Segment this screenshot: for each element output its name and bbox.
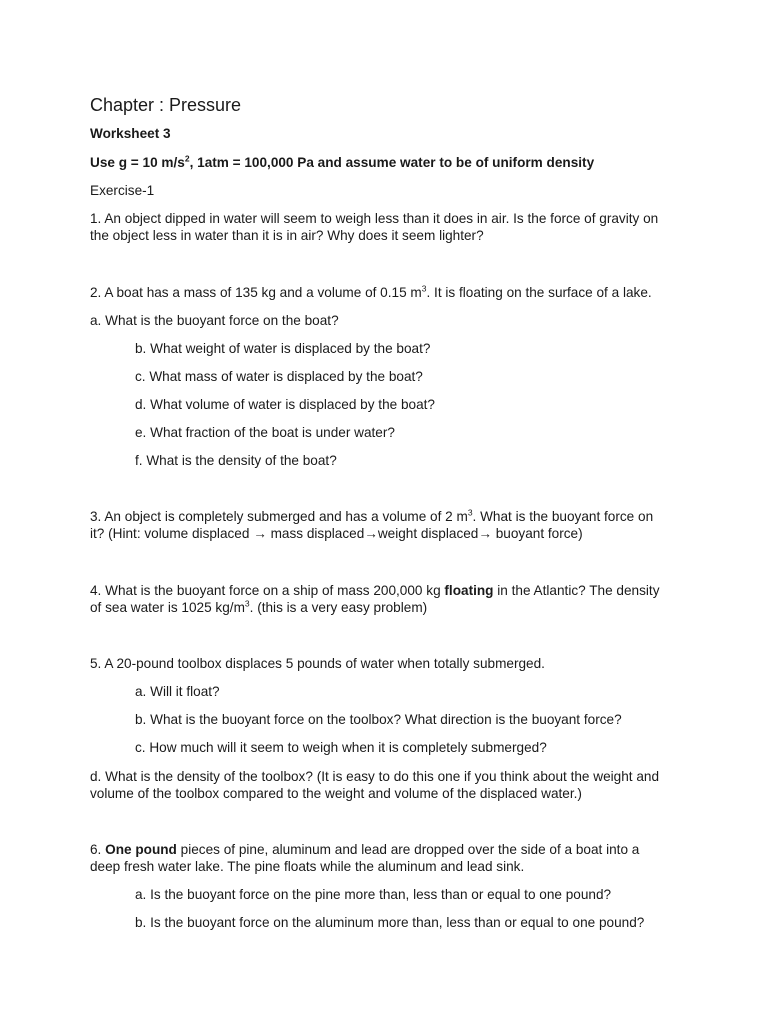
q5-text: 5. A 20-pound toolbox displaces 5 pounds of water when totally submerged.: [90, 656, 545, 671]
q6-line1-pre: 6.: [90, 842, 106, 857]
q2-c: c. What mass of water is displaced by the boat?: [135, 369, 423, 384]
worksheet-heading: Worksheet 3: [90, 126, 171, 141]
q5-d-line1: d. What is the density of the toolbox? (It is easy to do this one if you think about the weight and: [90, 769, 660, 784]
q2-text-main: 2. A boat has a mass of 135 kg and a volume of 0.15 m: [90, 285, 422, 300]
q3-sup: 3: [467, 507, 473, 518]
q4-line2: [90, 599, 427, 617]
q4-line1: [90, 582, 660, 600]
q4-line1-pre: 4. What is the buoyant force on a ship of mass 200,000 kg: [90, 583, 445, 598]
q2-f: f. What is the density of the boat?: [135, 453, 337, 468]
q2-a: a. What is the buoyant force on the boat?: [90, 313, 339, 328]
constants-part1: Use g = 10 m/s: [90, 155, 185, 170]
q5-d-line2: volume of the toolbox compared to the weight and volume of the displaced water.): [90, 786, 582, 801]
q4-line2-after: . (this is a very easy problem): [249, 600, 428, 615]
q5-b: b. What is the buoyant force on the toolbox? What direction is the buoyant force?: [135, 712, 622, 727]
q3-line1-main: 3. An object is completely submerged and has a volume of 2 m: [90, 509, 468, 524]
constants-part2: , 1atm = 100,000 Pa and assume water to be of uniform density: [189, 155, 595, 170]
q6-a: a. Is the buoyant force on the pine more than, less than or equal to one pound?: [135, 887, 612, 902]
q6-line1-post: pieces of pine, aluminum and lead are dropped over the side of a boat into a: [176, 842, 640, 857]
constants-sup: 2: [184, 153, 190, 164]
q2-text-after: . It is floating on the surface of a lake.: [426, 285, 652, 300]
q1-line1: 1. An object dipped in water will seem to weigh less than it does in air. Is the force of gravity on: [90, 211, 659, 226]
q5-c: c. How much will it seem to weigh when it is completely submerged?: [135, 740, 547, 755]
q6-line2: deep fresh water lake. The pine floats while the aluminum and lead sink.: [90, 859, 525, 874]
q5-a: a. Will it float?: [135, 684, 220, 699]
q4-line2-main: of sea water is 1025 kg/m: [90, 600, 245, 615]
q2-e: e. What fraction of the boat is under water?: [135, 425, 395, 440]
q2-text: [90, 284, 652, 302]
constants-instruction: [90, 154, 594, 172]
q3-line1-after: . What is the buoyant force on: [472, 509, 654, 524]
q2-b: b. What weight of water is displaced by the boat?: [135, 341, 431, 356]
q6-line1-bold: One pound: [105, 842, 177, 857]
q3-line2: it? (Hint: volume displaced → mass displaced→weight displaced→ buoyant force): [90, 526, 583, 541]
q3-line1: [90, 508, 653, 526]
q6-line1: [90, 841, 639, 859]
q2-sup: 3: [421, 283, 427, 294]
q1-line2: the object less in water than it is in air? Why does it seem lighter?: [90, 228, 484, 243]
q4-line1-post: in the Atlantic? The density: [493, 583, 660, 598]
q4-sup: 3: [244, 598, 250, 609]
chapter-title: Chapter : Pressure: [90, 95, 242, 115]
q4-line1-bold: floating: [444, 583, 494, 598]
q6-b: b. Is the buoyant force on the aluminum more than, less than or equal to one pound?: [135, 915, 645, 930]
exercise-label: Exercise-1: [90, 183, 155, 198]
q2-d: d. What volume of water is displaced by the boat?: [135, 397, 435, 412]
